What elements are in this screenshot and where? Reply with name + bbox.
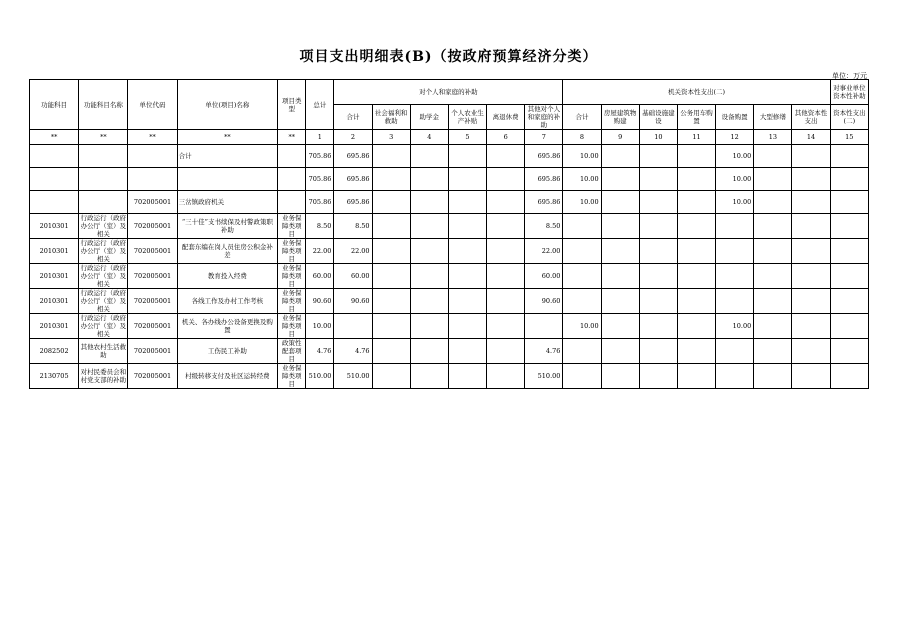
- header-row-1: [30, 80, 869, 105]
- header-c-equip: 设备购置: [716, 105, 754, 130]
- header-p-total: 合计: [334, 105, 372, 130]
- column-number-cell: 8: [563, 130, 601, 145]
- cell-p-total: 22.00: [334, 239, 372, 264]
- cell-c-other: [792, 239, 830, 264]
- cell-p-retire: [487, 168, 525, 191]
- cell-c-total: [563, 364, 601, 389]
- cell-c-equip: 10.00: [716, 314, 754, 339]
- cell-unit-name: 各线工作及办村工作考核: [177, 289, 277, 314]
- cell-e-capital: [830, 145, 868, 168]
- cell-p-other: 90.60: [525, 289, 563, 314]
- cell-p-other: 60.00: [525, 264, 563, 289]
- cell-c-car: [677, 289, 715, 314]
- cell-func-code: 2010301: [30, 214, 79, 239]
- cell-c-car: [677, 214, 715, 239]
- header-unit-name: 单位(项目)名称: [177, 80, 277, 130]
- cell-proj-type: [278, 191, 306, 214]
- cell-p-student: [410, 214, 448, 239]
- cell-p-social: [372, 239, 410, 264]
- cell-c-repair: [754, 314, 792, 339]
- cell-c-equip: [716, 364, 754, 389]
- column-number-cell: 11: [677, 130, 715, 145]
- header-c-car: 公务用车购置: [677, 105, 715, 130]
- cell-p-agri: [448, 289, 486, 314]
- cell-p-student: [410, 314, 448, 339]
- cell-unit-code: 702005001: [128, 314, 177, 339]
- cell-c-repair: [754, 289, 792, 314]
- cell-c-repair: [754, 191, 792, 214]
- cell-c-other: [792, 364, 830, 389]
- cell-total: 510.00: [306, 364, 334, 389]
- cell-func-code: [30, 191, 79, 214]
- cell-c-repair: [754, 145, 792, 168]
- cell-c-other: [792, 314, 830, 339]
- cell-c-repair: [754, 239, 792, 264]
- cell-c-house: [601, 364, 639, 389]
- header-e-capital: 资本性支出(二): [830, 105, 868, 130]
- cell-c-equip: [716, 264, 754, 289]
- cell-c-car: [677, 168, 715, 191]
- cell-p-retire: [487, 239, 525, 264]
- cell-proj-type: [278, 168, 306, 191]
- cell-func-name: 行政运行（政府办公厅（室）及相关: [80, 239, 127, 263]
- cell-func-name: 其他农村生活救助: [79, 339, 128, 364]
- column-number-cell: **: [128, 130, 177, 145]
- unit-label: 单位：万元: [832, 72, 867, 80]
- table-row: [30, 339, 869, 364]
- cell-p-retire: [487, 314, 525, 339]
- cell-p-retire: [487, 191, 525, 214]
- cell-c-car: [677, 314, 715, 339]
- cell-p-social: [372, 289, 410, 314]
- cell-c-equip: 10.00: [716, 191, 754, 214]
- cell-unit-name: 三岔镇政府机关: [177, 191, 277, 214]
- table-row: [30, 364, 869, 389]
- column-number-cell: 1: [306, 130, 334, 145]
- column-number-cell: 15: [830, 130, 868, 145]
- cell-p-agri: [448, 339, 486, 364]
- cell-p-retire: [487, 145, 525, 168]
- cell-unit-code: [128, 145, 177, 168]
- cell-func-name: [79, 168, 128, 191]
- table-row: [30, 168, 869, 191]
- cell-total: 8.50: [306, 214, 334, 239]
- cell-c-repair: [754, 339, 792, 364]
- column-number-cell: 9: [601, 130, 639, 145]
- cell-p-social: [372, 168, 410, 191]
- cell-func-name: 行政运行（政府办公厅（室）及相关: [80, 214, 127, 238]
- cell-p-other: 8.50: [525, 214, 563, 239]
- cell-c-house: [601, 339, 639, 364]
- cell-p-total: 695.86: [334, 145, 372, 168]
- cell-func-name: 行政运行（政府办公厅（室）及相关: [80, 264, 127, 288]
- column-number-cell: 2: [334, 130, 372, 145]
- cell-p-social: [372, 314, 410, 339]
- cell-func-code: 2082502: [30, 339, 79, 364]
- column-number-cell: 7: [525, 130, 563, 145]
- column-number-row: [30, 130, 869, 145]
- table-row: [30, 145, 869, 168]
- cell-total: 4.76: [306, 339, 334, 364]
- header-group-enterprise: 对事业单位资本性补助: [830, 80, 868, 105]
- cell-p-other: 695.86: [525, 191, 563, 214]
- cell-c-total: [563, 264, 601, 289]
- cell-p-retire: [487, 339, 525, 364]
- cell-p-agri: [448, 239, 486, 264]
- cell-c-equip: 10.00: [716, 168, 754, 191]
- column-number-cell: **: [177, 130, 277, 145]
- column-number-cell: 14: [792, 130, 830, 145]
- cell-c-car: [677, 239, 715, 264]
- column-number-cell: 5: [448, 130, 486, 145]
- cell-c-equip: 10.00: [716, 145, 754, 168]
- cell-e-capital: [830, 239, 868, 264]
- cell-c-infra: [639, 168, 677, 191]
- cell-c-car: [677, 264, 715, 289]
- cell-unit-name: 合计: [177, 145, 277, 168]
- table-row: [30, 289, 869, 314]
- cell-p-total: 695.86: [334, 168, 372, 191]
- header-unit-code: 单位代码: [128, 80, 177, 130]
- header-p-social: 社会福利和救助: [372, 105, 410, 130]
- cell-c-house: [601, 145, 639, 168]
- cell-p-total: [334, 314, 372, 339]
- cell-c-equip: [716, 214, 754, 239]
- cell-unit-code: [128, 168, 177, 191]
- cell-e-capital: [830, 364, 868, 389]
- cell-proj-type: 业务保障类项目: [278, 214, 306, 239]
- cell-p-agri: [448, 314, 486, 339]
- cell-func-name: 对村民委员会和村党支部的补助: [79, 364, 128, 389]
- cell-func-code: [30, 145, 79, 168]
- header-c-infra: 基础设施建设: [639, 105, 677, 130]
- cell-c-total: 10.00: [563, 191, 601, 214]
- cell-unit-code: 702005001: [128, 264, 177, 289]
- column-number-cell: **: [30, 130, 79, 145]
- cell-func-code: 2010301: [30, 289, 79, 314]
- cell-proj-type: 业务保障类项目: [278, 239, 306, 264]
- cell-p-agri: [448, 145, 486, 168]
- cell-p-social: [372, 191, 410, 214]
- header-func-code: 功能科目: [30, 80, 79, 130]
- cell-c-infra: [639, 364, 677, 389]
- cell-c-house: [601, 264, 639, 289]
- cell-c-infra: [639, 214, 677, 239]
- cell-c-equip: [716, 239, 754, 264]
- cell-unit-code: 702005001: [128, 364, 177, 389]
- table-row: [30, 191, 869, 214]
- column-number-cell: **: [79, 130, 128, 145]
- cell-p-student: [410, 239, 448, 264]
- cell-c-infra: [639, 191, 677, 214]
- cell-c-total: [563, 239, 601, 264]
- column-number-cell: 10: [639, 130, 677, 145]
- cell-p-student: [410, 364, 448, 389]
- cell-func-code: 2010301: [30, 264, 79, 289]
- cell-p-agri: [448, 214, 486, 239]
- cell-p-other: 22.00: [525, 239, 563, 264]
- cell-c-infra: [639, 239, 677, 264]
- column-number-cell: 12: [716, 130, 754, 145]
- cell-c-car: [677, 145, 715, 168]
- header-p-student: 助学金: [410, 105, 448, 130]
- cell-c-car: [677, 339, 715, 364]
- cell-e-capital: [830, 264, 868, 289]
- cell-e-capital: [830, 289, 868, 314]
- column-number-cell: 6: [487, 130, 525, 145]
- cell-proj-type: 业务保障类项目: [278, 364, 306, 389]
- cell-func-code: [30, 168, 79, 191]
- cell-p-total: 695.86: [334, 191, 372, 214]
- cell-unit-code: 702005001: [128, 339, 177, 364]
- cell-p-other: [525, 314, 563, 339]
- header-c-house: 房屋建筑物购建: [601, 105, 639, 130]
- cell-unit-code: 702005001: [128, 289, 177, 314]
- header-c-repair: 大型修缮: [754, 105, 792, 130]
- cell-c-house: [601, 214, 639, 239]
- cell-p-agri: [448, 168, 486, 191]
- cell-c-infra: [639, 314, 677, 339]
- cell-c-repair: [754, 264, 792, 289]
- cell-proj-type: 业务保障类项目: [278, 264, 306, 289]
- cell-p-social: [372, 145, 410, 168]
- header-group-personal: 对个人和家庭的补助: [334, 80, 563, 105]
- cell-c-car: [677, 191, 715, 214]
- cell-total: 60.00: [306, 264, 334, 289]
- cell-c-infra: [639, 145, 677, 168]
- cell-c-other: [792, 339, 830, 364]
- cell-c-car: [677, 364, 715, 389]
- cell-unit-code: 702005001: [128, 191, 177, 214]
- cell-unit-name: 村级转移支付及社区运转经费: [177, 364, 277, 389]
- cell-c-other: [792, 145, 830, 168]
- cell-c-other: [792, 191, 830, 214]
- cell-p-retire: [487, 289, 525, 314]
- cell-total: 705.86: [306, 191, 334, 214]
- cell-total: 10.00: [306, 314, 334, 339]
- cell-e-capital: [830, 339, 868, 364]
- cell-c-house: [601, 314, 639, 339]
- cell-p-total: 510.00: [334, 364, 372, 389]
- cell-p-social: [372, 364, 410, 389]
- cell-p-social: [372, 339, 410, 364]
- header-c-total: 合计: [563, 105, 601, 130]
- cell-c-other: [792, 168, 830, 191]
- cell-p-student: [410, 289, 448, 314]
- cell-p-total: 8.50: [334, 214, 372, 239]
- cell-p-agri: [448, 191, 486, 214]
- cell-p-retire: [487, 364, 525, 389]
- cell-c-total: [563, 289, 601, 314]
- cell-unit-name: 工伤民工补助: [177, 339, 277, 364]
- header-total: 总计: [306, 80, 334, 130]
- column-number-cell: 13: [754, 130, 792, 145]
- cell-proj-type: 业务保障类项目: [278, 289, 306, 314]
- table-row: [30, 214, 869, 239]
- header-group-capital: 机关资本性支出(二): [563, 80, 830, 105]
- cell-p-agri: [448, 264, 486, 289]
- cell-c-house: [601, 239, 639, 264]
- header-p-agri: 个人农业生产补贴: [448, 105, 486, 130]
- header-p-retire: 离退休费: [487, 105, 525, 130]
- cell-p-other: 510.00: [525, 364, 563, 389]
- cell-c-infra: [639, 264, 677, 289]
- cell-c-total: [563, 339, 601, 364]
- cell-func-name: [79, 145, 128, 168]
- cell-c-total: 10.00: [563, 314, 601, 339]
- cell-p-other: 4.76: [525, 339, 563, 364]
- cell-unit-name: 机关、各办线办公设备更换及购置: [177, 314, 277, 339]
- cell-c-repair: [754, 214, 792, 239]
- cell-p-other: 695.86: [525, 168, 563, 191]
- cell-func-name: 行政运行（政府办公厅（室）及相关: [80, 314, 127, 338]
- cell-unit-name: 配套东编在岗人员住房公积金补差: [177, 239, 277, 264]
- cell-func-code: 2010301: [30, 314, 79, 339]
- cell-p-student: [410, 168, 448, 191]
- cell-unit-name: “三十佳”支书续保及村警政策职补助: [177, 214, 277, 239]
- cell-func-code: 2010301: [30, 239, 79, 264]
- cell-c-other: [792, 264, 830, 289]
- cell-unit-name: 教育投入经费: [177, 264, 277, 289]
- cell-p-student: [410, 191, 448, 214]
- column-number-cell: **: [278, 130, 306, 145]
- cell-c-total: 10.00: [563, 168, 601, 191]
- cell-c-equip: [716, 339, 754, 364]
- cell-p-social: [372, 214, 410, 239]
- cell-unit-code: 702005001: [128, 239, 177, 264]
- cell-e-capital: [830, 168, 868, 191]
- cell-c-house: [601, 191, 639, 214]
- cell-c-other: [792, 289, 830, 314]
- cell-total: 90.60: [306, 289, 334, 314]
- column-number-cell: 4: [410, 130, 448, 145]
- cell-proj-type: [278, 145, 306, 168]
- cell-func-name: 行政运行（政府办公厅（室）及相关: [80, 289, 127, 313]
- page-title: 项目支出明细表(B)（按政府预算经济分类）: [299, 49, 598, 65]
- cell-p-total: 4.76: [334, 339, 372, 364]
- cell-e-capital: [830, 214, 868, 239]
- cell-c-infra: [639, 339, 677, 364]
- cell-p-other: 695.86: [525, 145, 563, 168]
- cell-c-other: [792, 214, 830, 239]
- header-proj-type: 项目类型: [278, 80, 306, 130]
- table-row: [30, 314, 869, 339]
- cell-p-student: [410, 145, 448, 168]
- cell-e-capital: [830, 314, 868, 339]
- expense-table: [29, 79, 869, 389]
- cell-p-student: [410, 339, 448, 364]
- cell-p-total: 90.60: [334, 289, 372, 314]
- cell-total: 705.86: [306, 145, 334, 168]
- cell-p-retire: [487, 214, 525, 239]
- cell-total: 22.00: [306, 239, 334, 264]
- header-p-other: 其他对个人和家庭的补助: [525, 105, 563, 130]
- cell-c-equip: [716, 289, 754, 314]
- cell-func-code: 2130705: [30, 364, 79, 389]
- cell-p-social: [372, 264, 410, 289]
- cell-c-infra: [639, 289, 677, 314]
- cell-p-student: [410, 264, 448, 289]
- header-func-name: 功能科目名称: [79, 80, 128, 130]
- column-number-cell: 3: [372, 130, 410, 145]
- cell-p-agri: [448, 364, 486, 389]
- cell-func-name: [79, 191, 128, 214]
- cell-c-house: [601, 168, 639, 191]
- cell-c-total: 10.00: [563, 145, 601, 168]
- cell-c-house: [601, 289, 639, 314]
- header-c-other: 其他资本性支出: [792, 105, 830, 130]
- table-row: [30, 239, 869, 264]
- cell-total: 705.86: [306, 168, 334, 191]
- cell-unit-code: 702005001: [128, 214, 177, 239]
- cell-c-repair: [754, 168, 792, 191]
- cell-p-retire: [487, 264, 525, 289]
- cell-proj-type: 政策性配套项目: [278, 339, 306, 364]
- cell-unit-name: [177, 168, 277, 191]
- cell-e-capital: [830, 191, 868, 214]
- cell-p-total: 60.00: [334, 264, 372, 289]
- cell-c-repair: [754, 364, 792, 389]
- cell-c-total: [563, 214, 601, 239]
- table-row: [30, 264, 869, 289]
- cell-proj-type: 业务保障类项目: [278, 314, 306, 339]
